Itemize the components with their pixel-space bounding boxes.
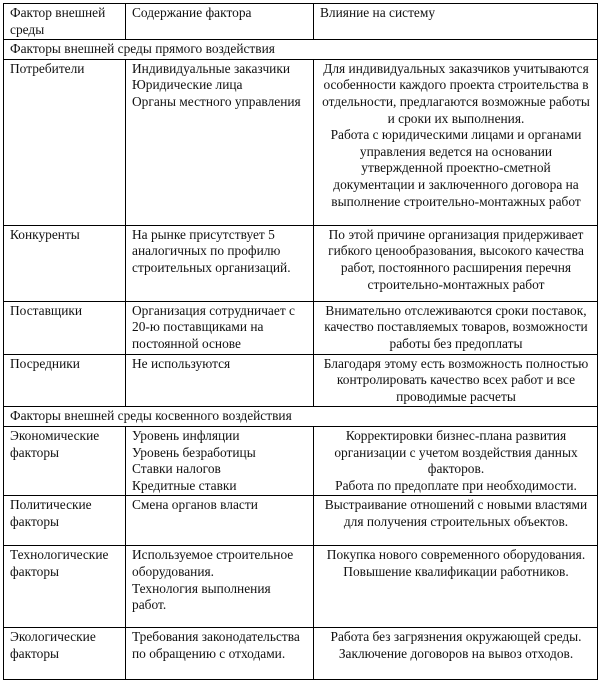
impact-line: Выстраивание отношений с новыми властями для получения строительных объектов.	[324, 497, 588, 529]
factor-cell: Экономические факторы	[4, 426, 126, 495]
impact-cell	[314, 426, 598, 495]
impact-line: Для индивидуальных заказчиков учитываются особенности каждого проекта строительства в отдельности, предлагаются возможные работы и сроки их выполнения.	[322, 60, 590, 126]
content-line: Кредитные ставки	[132, 477, 237, 493]
table-row	[4, 426, 598, 495]
header-impact: Влияние на систему	[314, 4, 598, 40]
impact-cell	[314, 496, 598, 546]
content-line: Уровень безработицы	[132, 444, 256, 460]
content-line: Используемое строительное оборудования.	[132, 547, 294, 579]
impact-cell	[314, 59, 598, 225]
factor-cell: Конкуренты	[4, 225, 126, 301]
content-cell	[126, 59, 314, 225]
factor-cell: Экологические факторы	[4, 628, 126, 680]
table-row	[4, 301, 598, 354]
content-line: Технология выполнения работ.	[132, 580, 271, 613]
table-row	[4, 59, 598, 225]
impact-line: По этой причине организация придерживает гибкого ценообразования, высокого качества работ, постоянного расширения перечня строительно-монтажных работ	[328, 226, 584, 292]
content-line: Юридические лица	[132, 77, 243, 93]
content-cell	[126, 301, 314, 354]
impact-cell	[314, 354, 598, 407]
table-body	[4, 4, 598, 680]
section-title: Факторы внешней среды прямого воздействия	[4, 40, 598, 60]
table-row	[4, 354, 598, 407]
content-cell	[126, 426, 314, 495]
table-row	[4, 225, 598, 301]
factors-table	[3, 3, 598, 680]
impact-line: Заключение договоров на вывоз отходов.	[338, 645, 574, 661]
content-line: Смена органов власти	[132, 497, 258, 513]
impact-line: Корректировки бизнес-плана развития организации с учетом воздействия данных факторов.	[334, 427, 578, 477]
impact-line: Внимательно отслеживаются сроки поставок, качество поставляемых товаров, возможности работы без предоплаты	[324, 302, 588, 351]
content-cell	[126, 546, 314, 628]
impact-line: Повышение квалификации работников.	[343, 563, 569, 579]
factor-cell: Потребители	[4, 59, 126, 225]
factor-cell: Технологические факторы	[4, 546, 126, 628]
content-line: Уровень инфляции	[132, 427, 240, 443]
impact-line: Покупка нового современного оборудования.	[326, 547, 586, 563]
impact-cell	[314, 301, 598, 354]
impact-line: Благодаря этому есть возможность полностью контролировать качество всех работ и все проводимые расчеты	[323, 355, 589, 404]
header-row	[4, 4, 598, 40]
content-line: На рынке присутствует 5 аналогичных по профилю строительных организаций.	[132, 226, 291, 275]
table-row	[4, 496, 598, 546]
content-line: Индивидуальные заказчики	[132, 60, 291, 76]
impact-line: Работа без загрязнения окружающей среды.	[330, 629, 582, 645]
content-line: Требования законодательства по обращению с отходами.	[132, 629, 300, 661]
content-line: Организация сотрудничает с 20-ю поставщиками на постоянной основе	[132, 302, 295, 351]
impact-line: Работа по предоплате при необходимости.	[335, 477, 577, 493]
section-row	[4, 407, 598, 427]
content-cell	[126, 225, 314, 301]
factor-cell: Поставщики	[4, 301, 126, 354]
impact-cell	[314, 546, 598, 628]
section-title: Факторы внешней среды косвенного воздействия	[4, 407, 598, 427]
header-factor: Фактор внешней среды	[4, 4, 126, 40]
content-line: Ставки налогов	[132, 461, 221, 477]
section-row	[4, 40, 598, 60]
factor-cell: Посредники	[4, 354, 126, 407]
impact-cell	[314, 225, 598, 301]
content-cell	[126, 354, 314, 407]
table-row	[4, 628, 598, 680]
factor-cell: Политические факторы	[4, 496, 126, 546]
content-line: Не используются	[132, 355, 231, 371]
content-line: Органы местного управления	[132, 93, 301, 109]
content-cell	[126, 628, 314, 680]
impact-cell	[314, 628, 598, 680]
content-cell	[126, 496, 314, 546]
impact-line: Работа с юридическими лицами и органами управления ведется на основании утвержденной проектно-сметной документации и заключенного договора на выполнение строительно-монтажных работ	[330, 127, 582, 209]
header-content: Содержание фактора	[126, 4, 314, 40]
table-row	[4, 546, 598, 628]
